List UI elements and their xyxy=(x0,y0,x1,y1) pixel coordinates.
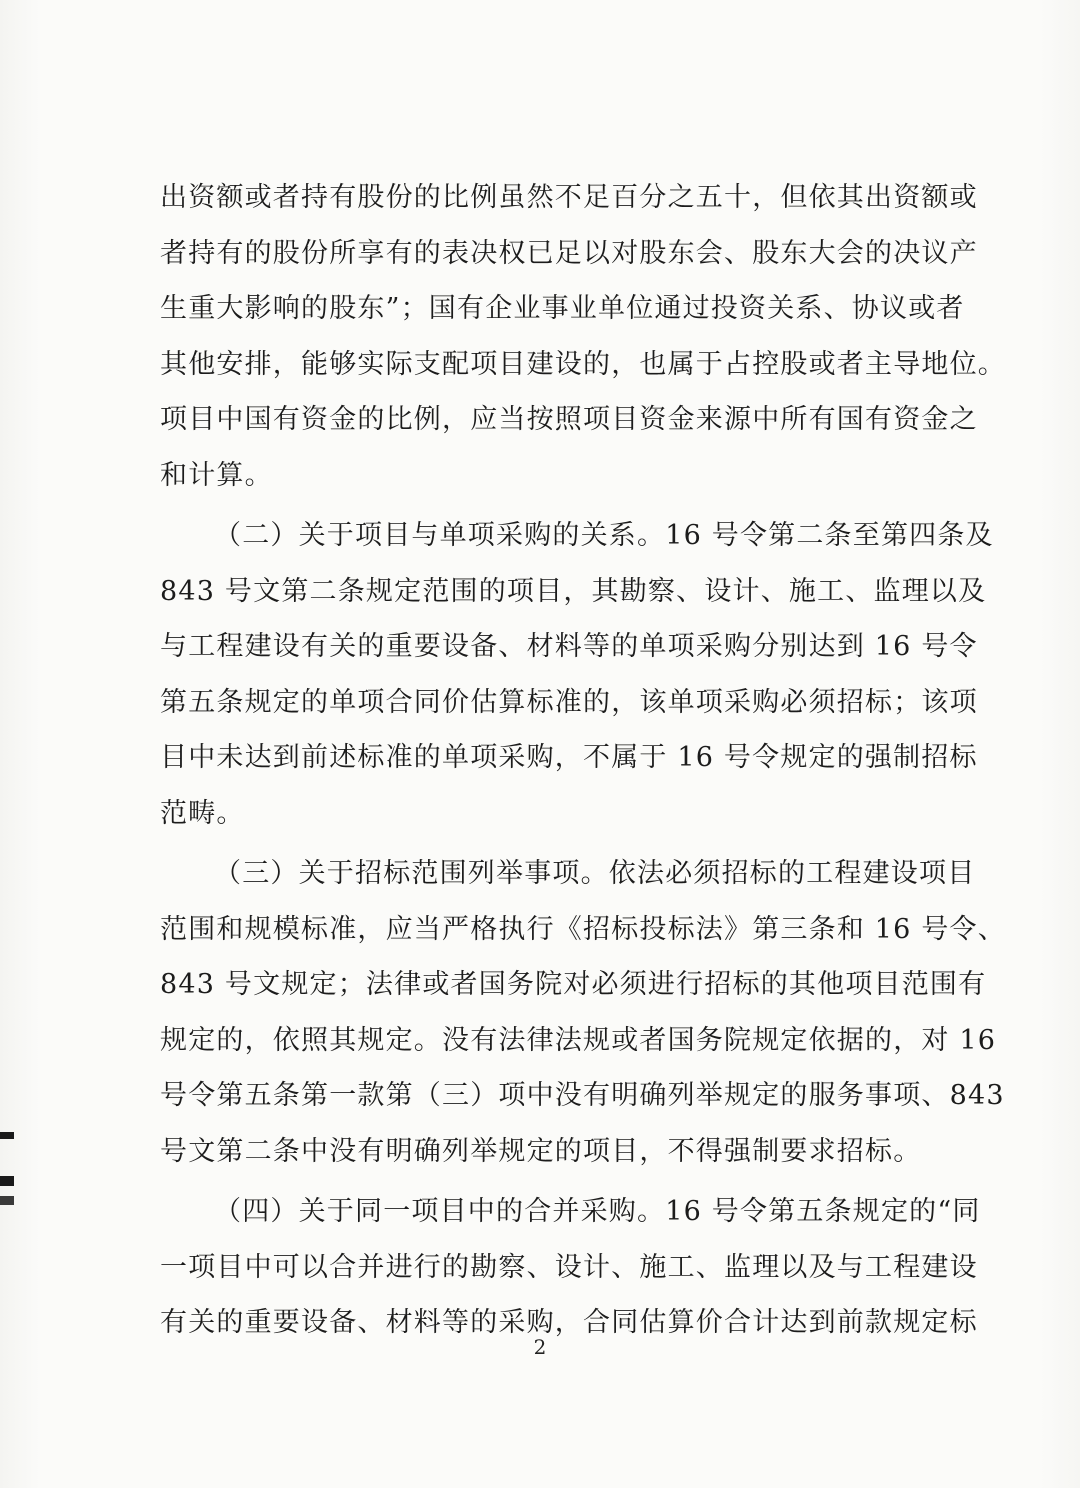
text-line: 出资额或者持有股份的比例虽然不足百分之五十，但依其出资额或 xyxy=(160,182,978,213)
text-line: 号令第五条第一款第（三）项中没有明确列举规定的服务事项、843 xyxy=(160,1080,1005,1111)
text-line: 第五条规定的单项合同价估算标准的，该单项采购必须招标；该项 xyxy=(160,686,978,718)
text-line: 项目中国有资金的比例，应当按照项目资金来源中所有国有资金之 xyxy=(160,404,978,435)
paragraph-continuation xyxy=(160,170,1006,503)
binding-edge-mark xyxy=(0,1132,14,1139)
binding-edge-mark xyxy=(0,1176,14,1186)
binding-edge-mark xyxy=(0,1196,14,1205)
text-line: 与工程建设有关的重要设备、材料等的单项采购分别达到 16 号令 xyxy=(160,631,978,662)
text-line: 生重大影响的股东”；国有企业事业单位通过投资关系、协议或者 xyxy=(160,293,965,324)
paragraph-item-2 xyxy=(160,508,994,841)
text-line: 843 号文第二条规定范围的项目，其勘察、设计、施工、监理以及 xyxy=(160,575,987,607)
document-body xyxy=(160,170,1006,1356)
text-line: 号文第二条中没有明确列举规定的项目，不得强制要求招标。 xyxy=(160,1135,922,1167)
text-line: 其他安排，能够实际支配项目建设的，也属于占控股或者主导地位。 xyxy=(160,348,1006,380)
text-line: 范围和规模标准，应当严格执行《招标投标法》第三条和 16 号令、 xyxy=(160,913,1006,945)
text-line: （三）关于招标范围列举事项。依法必须招标的工程建设项目 xyxy=(214,858,976,889)
text-line: 目中未达到前述标准的单项采购，不属于 16 号令规定的强制招标 xyxy=(160,742,978,773)
text-line: 一项目中可以合并进行的勘察、设计、施工、监理以及与工程建设 xyxy=(160,1251,978,1283)
page-number: 2 xyxy=(533,1335,547,1359)
text-line: 和计算。 xyxy=(160,459,273,491)
text-line: （四）关于同一项目中的合并采购。16 号令第五条规定的“同 xyxy=(214,1196,981,1227)
text-line: 规定的，依照其规定。没有法律法规或者国务院规定依据的，对 16 xyxy=(160,1024,997,1056)
text-line: 范畴。 xyxy=(160,797,245,829)
paragraph-item-3 xyxy=(160,846,1006,1179)
paragraph-item-4 xyxy=(160,1184,981,1351)
text-line: 者持有的股份所享有的表决权已足以对股东会、股东大会的决议产 xyxy=(160,237,978,269)
text-line: 有关的重要设备、材料等的采购，合同估算价合计达到前款规定标 xyxy=(160,1307,978,1338)
text-line: 843 号文规定；法律或者国务院对必须进行招标的其他项目范围有 xyxy=(160,969,987,1000)
text-line: （二）关于项目与单项采购的关系。16 号令第二条至第四条及 xyxy=(214,520,994,551)
